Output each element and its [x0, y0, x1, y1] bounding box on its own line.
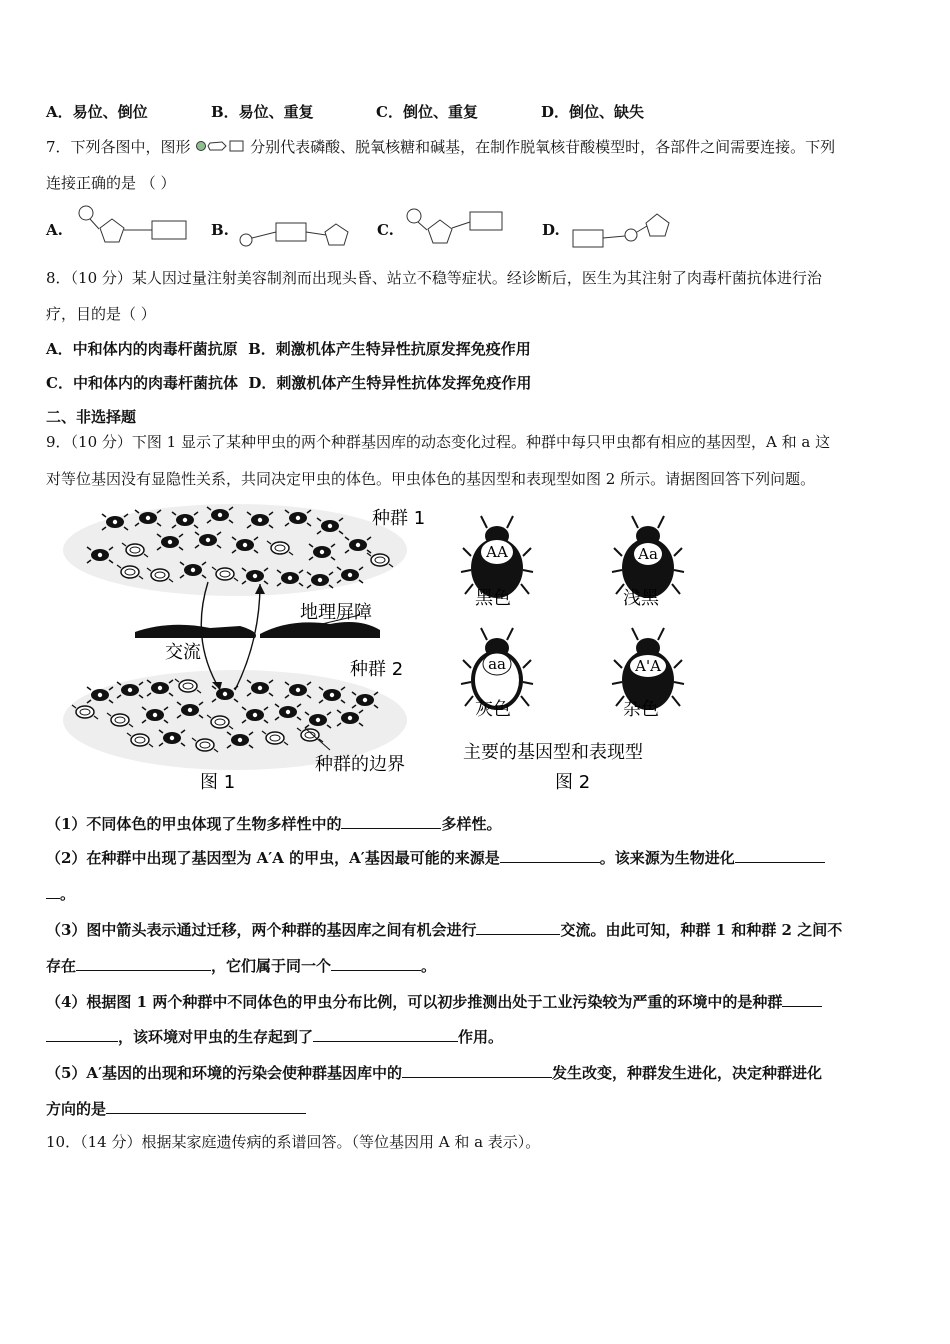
phenotype-black: 黑色 [475, 588, 511, 609]
figure-1 [60, 500, 450, 800]
q7-option-d-diagram [567, 210, 677, 250]
q9-stem-b: 对等位基因没有显隐性关系，共同决定甲虫的体色。甲虫体色的基因型和表现型如图 2 所示。请据图回答下列问题。 [46, 470, 816, 488]
q9-part-2-cont: 。 [46, 882, 75, 904]
q9-part-5-cont: 方向的是 [46, 1097, 306, 1119]
answer-blank[interactable] [313, 1025, 458, 1042]
genotype-aa-upper: AA [486, 543, 508, 561]
q7-stem-b: 分别代表磷酸、脱氧核糖和碱基，在制作脱氧核苷酸模型时，各部件之间需要连接。下列 [250, 138, 836, 156]
beetle-aa-lightblack [612, 516, 684, 598]
answer-blank[interactable] [402, 1061, 552, 1078]
fig1-boundary-label: 种群的边界 [315, 754, 405, 775]
q7-label-d: D. [542, 221, 560, 239]
answer-blank[interactable] [46, 1025, 118, 1042]
q8-option-a: A．中和体内的肉毒杆菌抗原 [46, 340, 238, 358]
q9-part-3: （3）图中箭头表示通过迁移，两个种群的基因库之间有机会进行 交流。由此可知，种群 1 和种群 2 之间不 [46, 918, 842, 940]
q7-label-a: A. [46, 221, 63, 239]
q7-label-c: C. [377, 221, 394, 239]
barrier-left-shape [135, 625, 256, 638]
q8-option-c: C．中和体内的肉毒杆菌抗体 [46, 374, 238, 392]
answer-blank[interactable] [76, 954, 211, 971]
q8-stem-a: 8．（10 分）某人因过量注射美容制剂而出现头昏、站立不稳等症状。经诊断后，医生为其注射了肉毒杆菌抗体进行治 [46, 269, 822, 287]
q8-option-b: B．刺激机体产生特异性抗原发挥免疫作用 [248, 340, 531, 358]
q8-options-row2 [46, 373, 531, 393]
q7-label-b: B. [211, 221, 229, 239]
genotype-aa-hetero: Aa [638, 545, 658, 563]
q6-option-c: C．倒位、重复 [376, 103, 478, 121]
answer-blank[interactable] [331, 954, 421, 971]
q8-options-row1 [46, 339, 531, 359]
fig2-caption: 图 2 [555, 772, 591, 793]
beetle-aa-black [461, 516, 533, 598]
figure-2 [455, 500, 705, 800]
answer-blank[interactable] [782, 990, 822, 1007]
fig1-pop2-label: 种群 2 [350, 659, 404, 680]
beetle-aa-grey [461, 628, 533, 710]
q8-option-d: D．刺激机体产生特异性抗体发挥免疫作用 [248, 374, 532, 392]
shape-legend-icon [195, 139, 245, 153]
q9-part-3-cont: 存在 ，它们属于同一个 。 [46, 954, 436, 976]
q7-option-a-diagram [72, 203, 192, 247]
fig1-flow-label: 交流 [165, 642, 201, 663]
answer-blank[interactable] [341, 812, 441, 829]
answer-blank[interactable] [735, 846, 825, 863]
answer-blank[interactable] [46, 882, 60, 899]
q6-options [46, 102, 644, 122]
q6-option-a: A．易位、倒位 [46, 103, 148, 121]
q9-part-4-cont: ，该环境对甲虫的生存起到了 作用。 [46, 1025, 503, 1047]
q9-part-1: （1）不同体色的甲虫体现了生物多样性中的 多样性。 [46, 812, 501, 834]
fig2-subtitle: 主要的基因型和表现型 [463, 742, 643, 763]
q8-stem-b: 疗，目的是（ ） [46, 305, 156, 323]
q9-part-5: （5）A′基因的出现和环境的污染会使种群基因库中的 发生改变，种群发生进化，决定种群进化 [46, 1061, 822, 1083]
genotype-aprime-a: A'A [635, 657, 661, 675]
q7-option-c-diagram [400, 206, 510, 248]
beetle-aprime-variegated [612, 628, 684, 710]
q7-stem-a: 7．下列各图中，图形 [46, 138, 191, 156]
genotype-aa-lower: aa [488, 655, 506, 673]
phenotype-variegated: 杂色 [623, 699, 659, 720]
q6-option-b: B．易位、重复 [211, 103, 314, 121]
q10-stem: 10．（14 分）根据某家庭遗传病的系谱回答。（等位基因用 A 和 a 表示）。 [46, 1133, 541, 1151]
q6-option-d: D．倒位、缺失 [541, 103, 645, 121]
answer-blank[interactable] [500, 846, 600, 863]
fig1-caption: 图 1 [200, 772, 236, 793]
phenotype-grey: 灰色 [475, 699, 511, 720]
section-heading: 二、非选择题 [46, 408, 137, 426]
phenotype-lightblack: 浅黑 [623, 588, 659, 609]
q9-stem-a: 9．（10 分）下图 1 显示了某种甲虫的两个种群基因库的动态变化过程。种群中每只甲虫都有相应的基因型，A 和 a 这 [46, 433, 831, 451]
answer-blank[interactable] [106, 1097, 306, 1114]
q9-part-4: （4）根据图 1 两个种群中不同体色的甲虫分布比例，可以初步推测出处于工业污染较为严重的环境中的是种群 [46, 990, 822, 1012]
q7-stem-line1 [46, 137, 835, 157]
q9-part-2: （2）在种群中出现了基因型为 A′A 的甲虫，A′基因最可能的来源是 。该来源为生物进化 [46, 846, 825, 868]
q7-option-b-diagram [234, 213, 356, 249]
q7-stem-c: 连接正确的是 （ ） [46, 174, 176, 192]
fig1-barrier-label: 地理屏障 [300, 602, 372, 623]
fig1-pop1-label: 种群 1 [372, 508, 426, 529]
answer-blank[interactable] [476, 918, 560, 935]
